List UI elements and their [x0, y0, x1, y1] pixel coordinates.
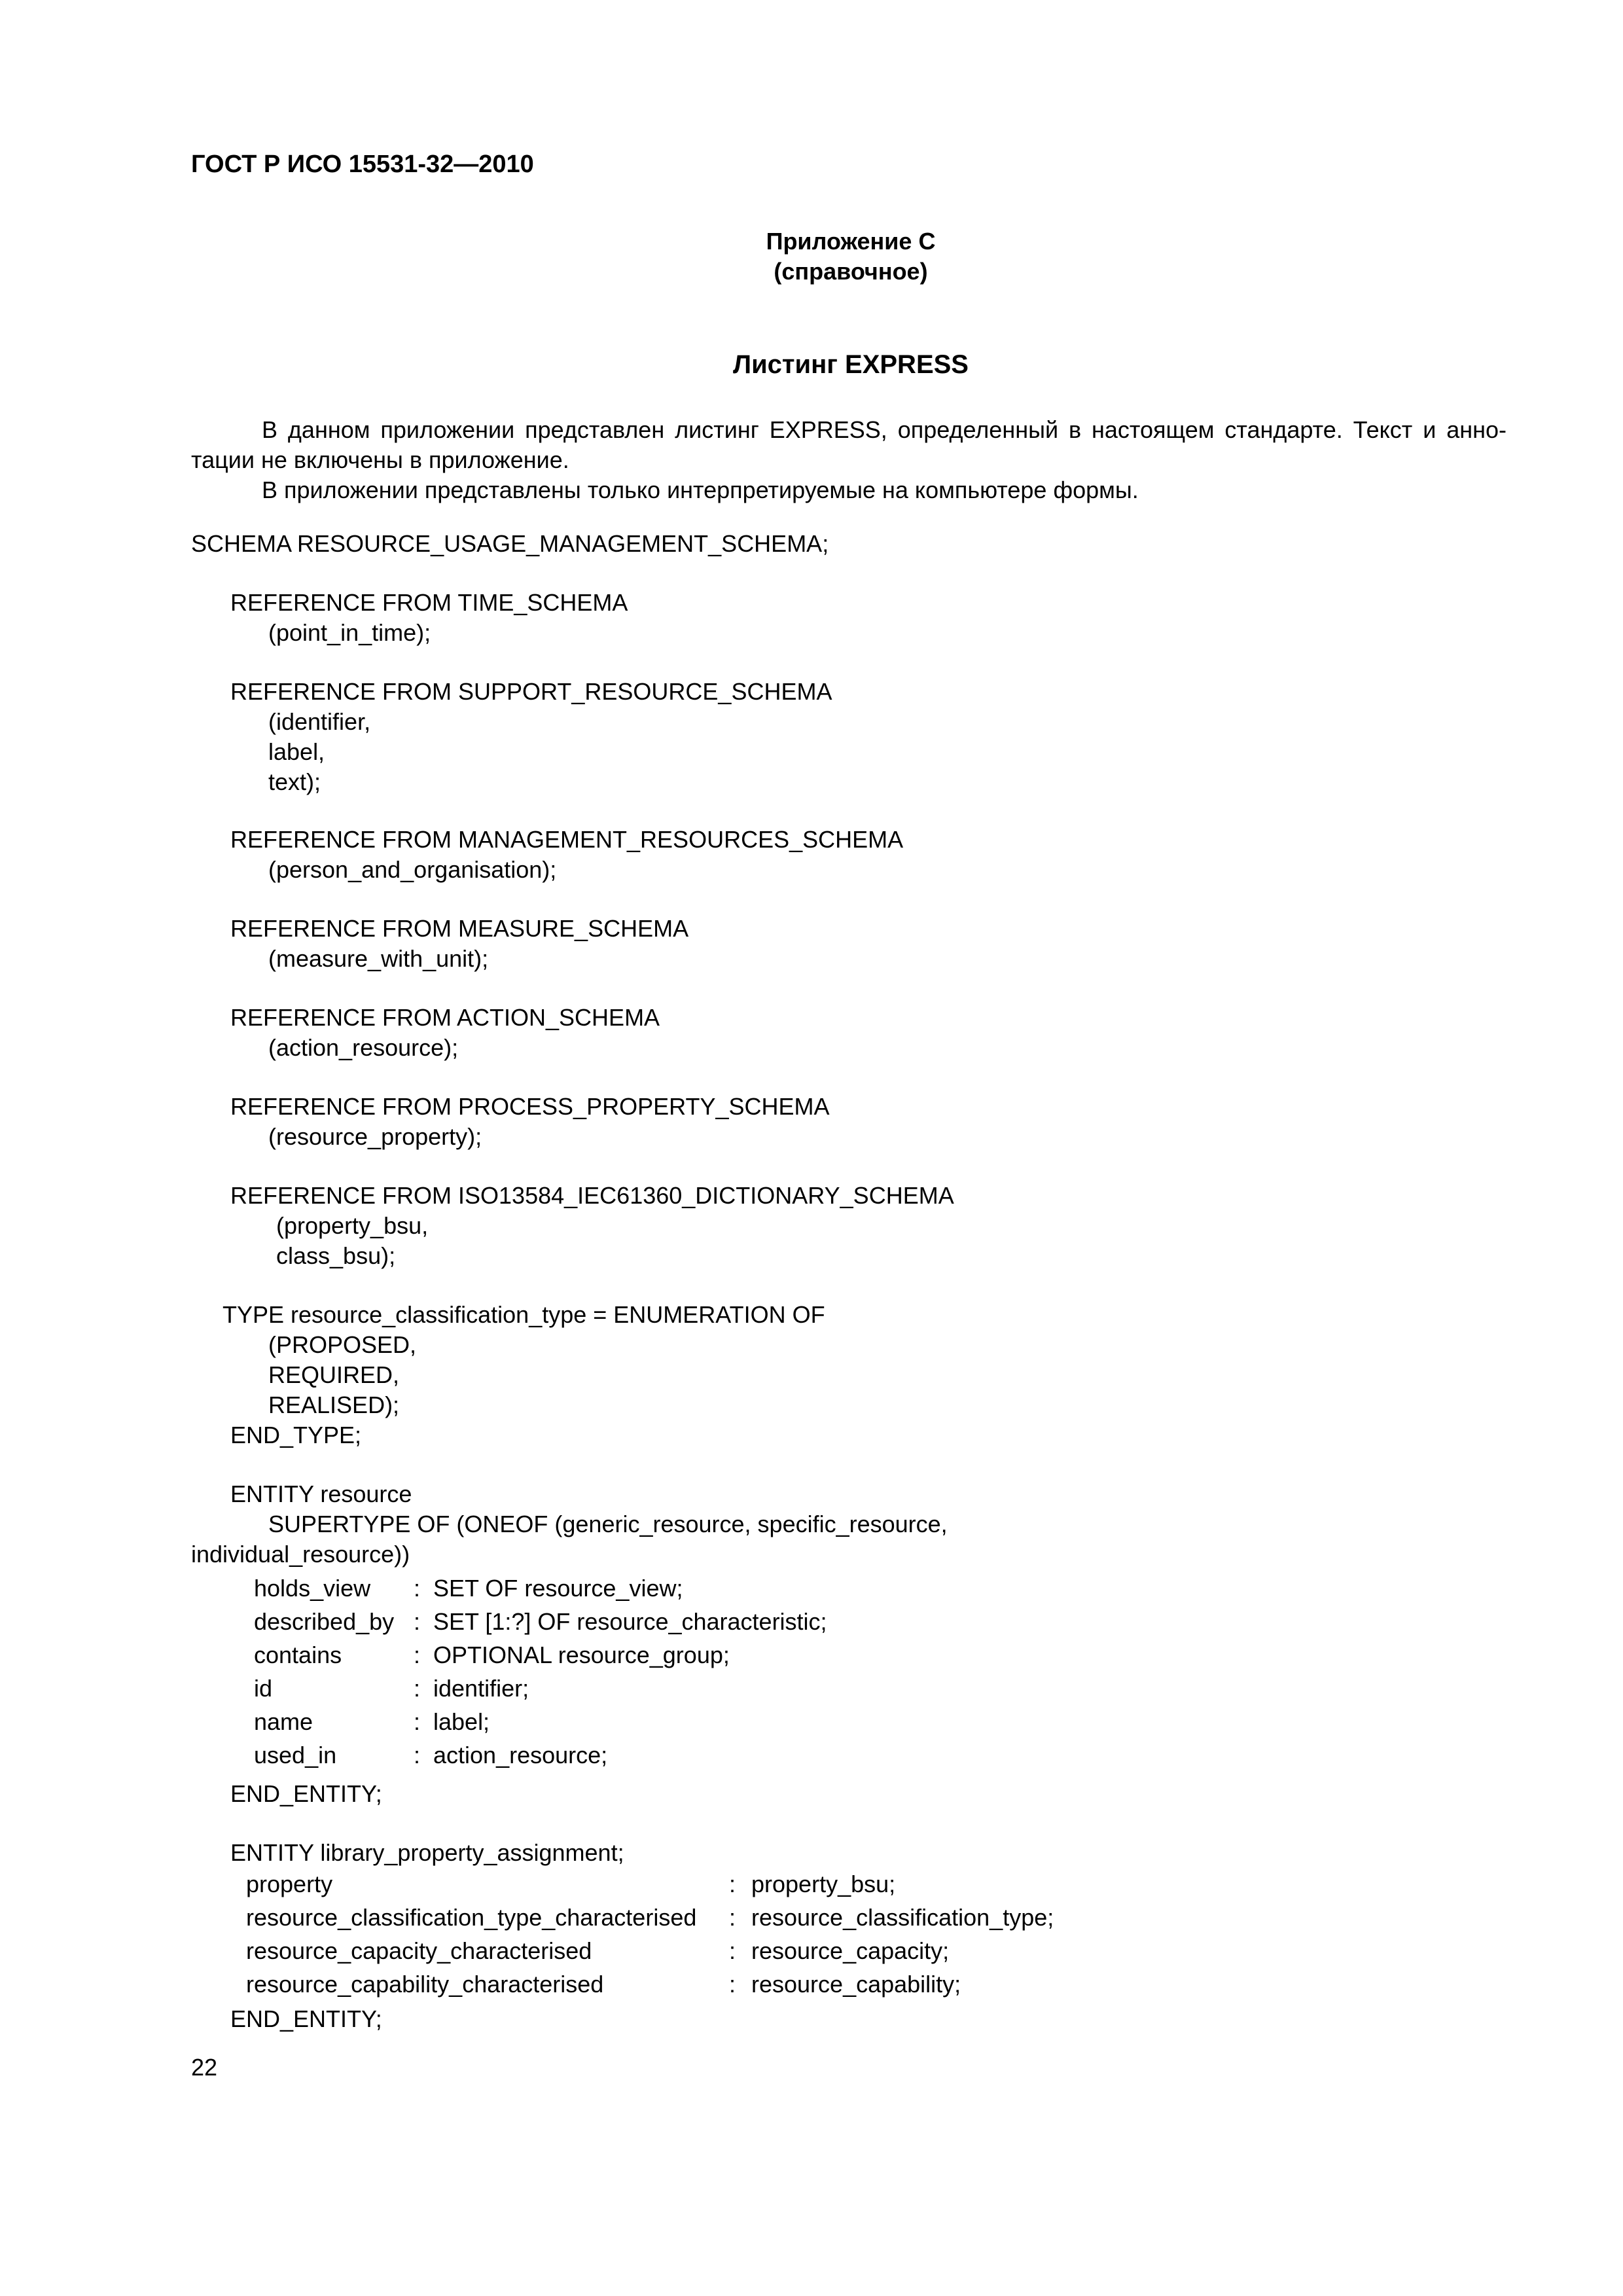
document-header: ГОСТ Р ИСО 15531-32—2010: [191, 151, 534, 178]
intro-paragraph-2: [191, 475, 1507, 505]
attribute-type: SET [1:?] OF resource_characteristic;: [433, 1608, 827, 1635]
end-entity: END_ENTITY;: [230, 2005, 382, 2032]
reference-management-resources-schema: REFERENCE FROM MANAGEMENT_RESOURCES_SCHEMA: [230, 826, 904, 853]
reference-support-resource-schema: REFERENCE FROM SUPPORT_RESOURCE_SCHEMA: [230, 678, 832, 705]
attribute-name: name: [254, 1708, 313, 1735]
entity-resource-declaration: ENTITY resource: [230, 1480, 412, 1507]
intro-paragraph-1: [191, 415, 1507, 475]
attribute-separator: :: [414, 1575, 421, 1602]
reference-item: label,: [268, 738, 325, 765]
reference-item: (property_bsu,: [276, 1212, 429, 1239]
appendix-title: Приложение С: [766, 228, 936, 255]
attribute-separator: :: [414, 1641, 421, 1668]
reference-time-schema: REFERENCE FROM TIME_SCHEMA: [230, 589, 628, 616]
attribute-name: property: [246, 1871, 333, 1897]
attribute-name: described_by: [254, 1608, 395, 1635]
schema-declaration: SCHEMA RESOURCE_USAGE_MANAGEMENT_SCHEMA;: [191, 530, 829, 557]
enumeration-item: REALISED);: [268, 1391, 400, 1418]
reference-item: text);: [268, 768, 321, 795]
attribute-name: id: [254, 1675, 273, 1702]
reference-action-schema: REFERENCE FROM ACTION_SCHEMA: [230, 1004, 660, 1031]
attribute-separator: :: [729, 1904, 736, 1931]
attribute-separator: :: [414, 1675, 421, 1702]
entity-library-property-assignment-declaration: ENTITY library_property_assignment;: [230, 1839, 624, 1866]
reference-item: (person_and_organisation);: [268, 856, 557, 883]
page-number: 22: [191, 2054, 218, 2081]
attribute-type: resource_classification_type;: [751, 1904, 1054, 1931]
attribute-type: property_bsu;: [751, 1871, 896, 1897]
end-entity: END_ENTITY;: [230, 1780, 382, 1807]
attribute-separator: :: [729, 1971, 736, 1998]
attribute-name: contains: [254, 1641, 342, 1668]
reference-item: (point_in_time);: [268, 619, 431, 646]
end-type: END_TYPE;: [230, 1422, 362, 1448]
reference-item: class_bsu);: [276, 1242, 396, 1269]
supertype-clause: SUPERTYPE OF (ONEOF (generic_resource, specific_resource,: [268, 1511, 948, 1537]
attribute-type: label;: [433, 1708, 490, 1735]
attribute-name: resource_classification_type_characterised: [246, 1904, 697, 1931]
attribute-type: resource_capability;: [751, 1971, 961, 1998]
enumeration-item: REQUIRED,: [268, 1361, 400, 1388]
intro-text-1: В данном приложении представлен листинг EXPRESS, определенный в настоящем стандарте. Текст и анно-тации не включены в приложение.: [191, 416, 1507, 473]
reference-item: (resource_property);: [268, 1123, 482, 1150]
supertype-clause-continuation: individual_resource)): [191, 1541, 410, 1568]
reference-item: (action_resource);: [268, 1034, 459, 1061]
attribute-type: OPTIONAL resource_group;: [433, 1641, 730, 1668]
reference-item: (identifier,: [268, 708, 371, 735]
attribute-name: used_in: [254, 1742, 337, 1768]
attribute-type: identifier;: [433, 1675, 529, 1702]
attribute-name: holds_view: [254, 1575, 371, 1602]
attribute-separator: :: [414, 1608, 421, 1635]
appendix-kind: (справочное): [774, 258, 928, 285]
attribute-type: action_resource;: [433, 1742, 608, 1768]
attribute-name: resource_capability_characterised: [246, 1971, 604, 1998]
attribute-separator: :: [729, 1871, 736, 1897]
reference-process-property-schema: REFERENCE FROM PROCESS_PROPERTY_SCHEMA: [230, 1093, 830, 1120]
type-declaration: TYPE resource_classification_type = ENUMERATION OF: [223, 1301, 825, 1328]
attribute-separator: :: [414, 1742, 421, 1768]
attribute-type: SET OF resource_view;: [433, 1575, 683, 1602]
attribute-type: resource_capacity;: [751, 1937, 950, 1964]
attribute-separator: :: [414, 1708, 421, 1735]
attribute-separator: :: [729, 1937, 736, 1964]
reference-measure-schema: REFERENCE FROM MEASURE_SCHEMA: [230, 915, 689, 942]
reference-dictionary-schema: REFERENCE FROM ISO13584_IEC61360_DICTIONARY_SCHEMA: [230, 1182, 954, 1209]
listing-title: Листинг EXPRESS: [733, 350, 969, 379]
enumeration-item: (PROPOSED,: [268, 1331, 417, 1358]
reference-item: (measure_with_unit);: [268, 945, 489, 972]
intro-text-2: В приложении представлены только интерпретируемые на компьютере формы.: [262, 476, 1139, 503]
attribute-name: resource_capacity_characterised: [246, 1937, 592, 1964]
